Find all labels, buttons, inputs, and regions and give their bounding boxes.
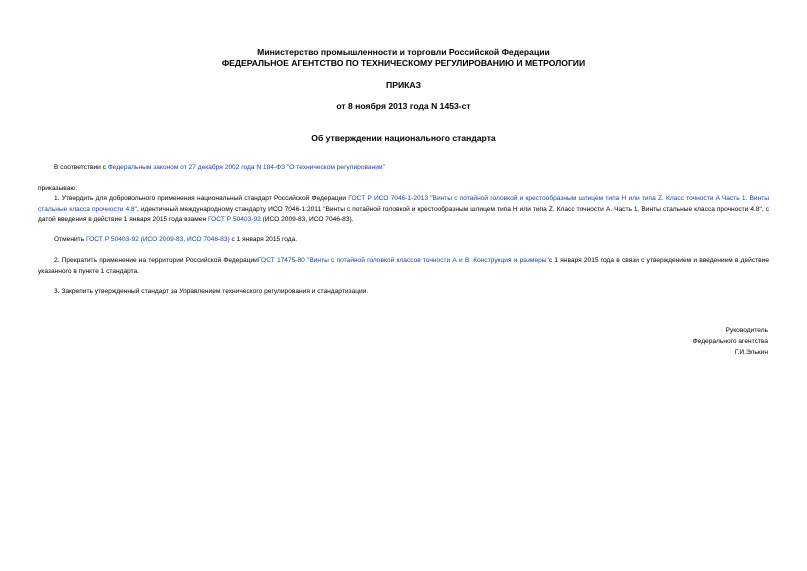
gost-r-50403-link[interactable]: ГОСТ Р 50403-92: [207, 216, 261, 223]
gost-r-iso-7046-link[interactable]: ГОСТ Р ИСО 7046-1-2013 "Винты с потайной головкой и крестообразным шлицем типа H или типа Z. Класс точности A Часть 1. Винты стальные класса прочности 4.8": [38, 195, 769, 213]
document-type: ПРИКАЗ: [386, 80, 421, 90]
signature-name: Г.И.Элькин: [734, 349, 768, 356]
preamble-text: В соответствии с: [54, 164, 108, 171]
cancel-text-end: с 1 января 2015 года.: [229, 236, 298, 243]
item-1-text-start: 1. Утвердить для добровольного применения национальный стандарт Российской Федерации: [54, 195, 349, 202]
ministry-title: Министерство промышленности и торговли Российской Федерации: [257, 47, 550, 57]
signature-position: Руководитель: [725, 327, 768, 334]
cancel-text-start: Отменить: [54, 236, 86, 243]
item-2-paragraph: [38, 256, 769, 277]
item-3-paragraph: 3. Закрепить утвержденный стандарт за Управлением технического регулирования и стандартизации.: [54, 288, 369, 295]
cancel-paragraph: [54, 235, 774, 246]
document-date-number: от 8 ноября 2013 года N 1453-ст: [336, 101, 471, 111]
order-word: приказываю:: [38, 185, 78, 192]
gost-17475-link[interactable]: ГОСТ 17475-80 "Винты с потайной головкой классов точности А и В. Конструкция и размеры": [257, 257, 549, 264]
item-1-text-middle: , идентичный международному стандарту ИСО 7046-1:2011 "Винты с потайной головкой и крестообразным шлицем типа H или типа Z. Класс точности А. Часть 1. Винты стальные класса прочности 4.8", с датой введения в действие 1 января 2015 года взамен: [38, 205, 770, 223]
item-1-text-end: (ИСО 2009-83, ИСО 7046-83).: [260, 216, 354, 223]
cancel-gost-link[interactable]: ГОСТ Р 50403-92 (ИСО 2009-83, ИСО 7046-83): [85, 236, 230, 243]
signature-agency: Федерального агентства: [692, 338, 768, 345]
document-subject: Об утверждении национального стандарта: [311, 133, 496, 143]
item-2-text-start: 2. Прекратить применение на территории Российской Федерации: [54, 257, 258, 264]
agency-title: ФЕДЕРАЛЬНОЕ АГЕНТСТВО ПО ТЕХНИЧЕСКОМУ РЕГУЛИРОВАНИЮ И МЕТРОЛОГИИ: [221, 58, 586, 68]
preamble-paragraph: [54, 163, 774, 174]
item-1-paragraph: [38, 194, 769, 226]
item-2-text-end: с 1 января 2015 года в связи с утверждением и введением в действие указанного в пункте 1 стандарта.: [38, 257, 769, 275]
federal-law-link[interactable]: Федеральным законом от 27 декабря 2002 года N 184-ФЗ "О техническом регулировании": [107, 164, 385, 171]
